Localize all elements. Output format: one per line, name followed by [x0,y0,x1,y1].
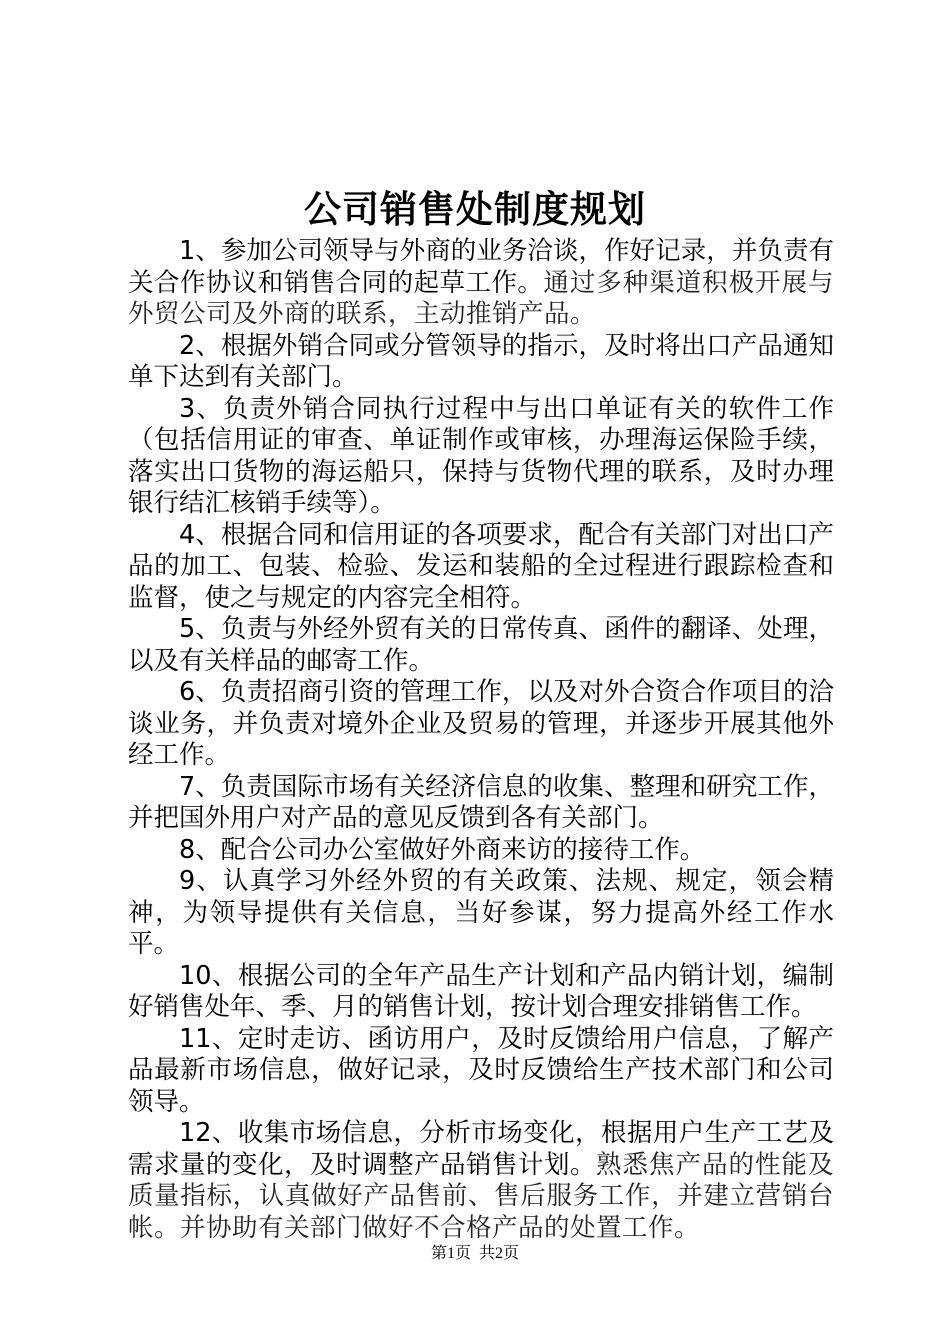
paragraph-4 [128,520,834,615]
paragraph-3 [128,394,834,520]
page-number: 第1页 [430,1245,471,1262]
paragraph-12 [128,1118,834,1244]
paragraph-10 [128,961,834,1024]
paragraph-text: 2、根据外销合同或分管领导的指示，及时将出口产品通知单下达到有关部门。 [128,330,834,392]
page-total: 共2页 [479,1245,520,1262]
paragraph-8 [128,835,834,867]
paragraph-text: 10、根据公司的全年产品生产计划和产品内销计划，编制好销售处年、季、月的销售计划，按计划合理安排销售工作。 [128,960,834,1022]
paragraph-text: 12、收集市场信息，分析市场变化，根据用户生产工艺及需求量的变化，及时调整产品销售计划。 [128,1118,834,1180]
paragraph-text: 5、负责与外经外贸有关的日常传真、函件的翻译、处理，以及有关样品的邮寄工作。 [128,614,834,676]
paragraph-9 [128,866,834,961]
paragraph-text: 7、负责国际市场有关经济信息的收集、整理和研究工作，并把国外用户对产品的意见反馈到各有关部门。 [128,771,834,833]
document-title: 公司销售处制度规划 [304,187,646,231]
page-footer [0,1244,950,1264]
paragraph-text: 1、参加公司领导与外商的业务洽谈，作好记录，并负责有关合作协议和销售合同的起草工作。 [128,236,834,298]
paragraph-6 [128,677,834,772]
paragraph-7 [128,772,834,835]
paragraph-text: 4、根据合同和信用证的各项要求，配合有关部门对出口产品的加工、包装、检验、发运和装船的全过程进行跟踪检查和监督，使之与规定的内容完全相符。 [128,519,834,613]
paragraph-text: 9、认真学习外经外贸的有关政策、法规、规定，领会精神，为领导提供有关信息，当好参谋，努力提高外经工作水平。 [128,866,834,959]
paragraph-text: 11、定时走访、函访用户，及时反馈给用户信息，了解产品最新市场信息，做好记录，及时反馈给生产技术部门和公司领导。 [128,1023,834,1117]
paragraph-1 [128,236,834,331]
paragraph-5 [128,614,834,677]
paragraph-note: 通过多种渠道积极开展与外贸公司及外商的联系，主动推销产品。 [128,267,834,329]
paragraph-text: 3、负责外销合同执行过程中与出口单证有关的软件工作（包括信用证的审查、单证制作或审核，办理海运保险手续，落实出口货物的海运船只，保持与货物代理的联系，及时办理银行结汇核销手续等）。 [128,393,834,518]
paragraph-2 [128,331,834,394]
paragraph-text: 8、配合公司办公室做好外商来访的接待工作。 [179,834,706,865]
paragraph-11 [128,1024,834,1119]
paragraph-text: 6、负责招商引资的管理工作，以及对外合资合作项目的洽谈业务，并负责对境外企业及贸易的管理，并逐步开展其他外经工作。 [128,677,834,770]
document-body [128,236,834,1244]
paragraph-note: 熟悉焦产品的性能及质量指标，认真做好产品售前、售后服务工作，并建立营销台帐。并协助有关部门做好不合格产品的处置工作。 [128,1149,834,1243]
